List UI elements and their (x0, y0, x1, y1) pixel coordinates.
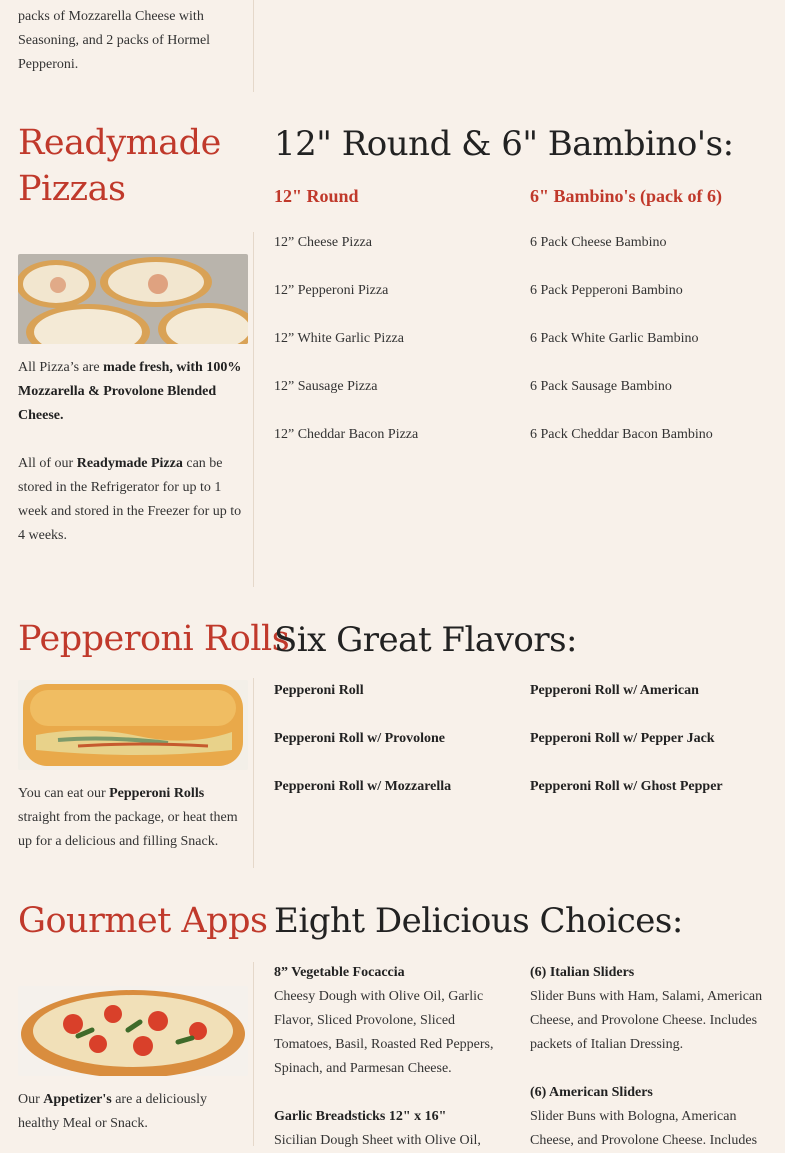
readymade-title-line1: Readymade (18, 123, 221, 163)
app-item-desc: Flavor, Sliced Provolone, Sliced (274, 1013, 456, 1028)
app-item-desc: Cheese, and Provolone Cheese. Includes (530, 1133, 758, 1148)
list-item: 6 Pack White Garlic Bambino (530, 331, 699, 346)
rolls-desc-line1: You can eat our Pepperoni Rolls (18, 786, 205, 801)
list-item: Pepperoni Roll (274, 683, 364, 698)
rolls-desc-line2: straight from the package, or heat them (18, 810, 238, 825)
readymade-right-title: 12" Round & 6" Bambino's: (274, 124, 734, 164)
app-item-desc: Slider Buns with Ham, Salami, American (530, 989, 763, 1004)
app-item-desc: Sicilian Dough Sheet with Olive Oil, (274, 1133, 481, 1148)
apps-right-title: Eight Delicious Choices: (274, 901, 683, 941)
rolls-desc-line3: up for a delicious and filling Snack. (18, 834, 219, 849)
top-text-line3: Pepperoni. (18, 57, 79, 72)
column-divider (253, 962, 254, 1146)
list-item: Pepperoni Roll w/ Provolone (274, 731, 445, 746)
top-text-line2: Seasoning, and 2 packs of Hormel (18, 33, 211, 48)
app-item-desc: Spinach, and Parmesan Cheese. (274, 1061, 452, 1076)
apps-desc-line1: Our Appetizer's are a deliciously (18, 1092, 207, 1107)
list-item: 6 Pack Pepperoni Bambino (530, 283, 683, 298)
app-item-name: Garlic Breadsticks 12" x 16" (274, 1109, 447, 1124)
readymade-desc1-line3: Cheese. (18, 408, 64, 423)
pepperoni-roll-photo (18, 680, 248, 770)
app-item-desc: packets of Italian Dressing. (530, 1037, 684, 1052)
list-item: 6 Pack Cheddar Bacon Bambino (530, 427, 713, 442)
list-item: Pepperoni Roll w/ Mozzarella (274, 779, 452, 794)
list-item: Pepperoni Roll w/ Ghost Pepper (530, 779, 723, 794)
app-item-name: (6) American Sliders (530, 1085, 653, 1100)
list-item: 6 Pack Cheese Bambino (530, 235, 667, 250)
readymade-desc2-line2: stored in the Refrigerator for up to 1 (18, 480, 222, 495)
list-item: 12” Cheese Pizza (274, 235, 372, 250)
app-item-name: (6) Italian Sliders (530, 965, 635, 980)
col1-heading: 12" Round (274, 186, 359, 206)
readymade-desc1-line1: All Pizza’s are made fresh, with 100% (18, 360, 242, 375)
list-item: 12” Pepperoni Pizza (274, 283, 389, 298)
list-item: Pepperoni Roll w/ American (530, 683, 699, 698)
rolls-right-title: Six Great Flavors: (274, 620, 577, 660)
rolls-title: Pepperoni Rolls (18, 619, 290, 659)
app-item-name: 8” Vegetable Focaccia (274, 965, 405, 980)
readymade-desc1-line2: Mozzarella & Provolone Blended (18, 384, 217, 399)
app-item-desc: Cheese, and Provolone Cheese. Includes (530, 1013, 758, 1028)
list-item: 12” Cheddar Bacon Pizza (274, 427, 419, 442)
gourmet-app-photo (18, 986, 248, 1076)
col2-heading: 6" Bambino's (pack of 6) (530, 186, 723, 206)
readymade-desc2-line4: 4 weeks. (18, 528, 67, 543)
app-item-desc: Tomatoes, Basil, Roasted Red Peppers, (274, 1037, 494, 1052)
list-item: 12” Sausage Pizza (274, 379, 378, 394)
apps-desc-line2: healthy Meal or Snack. (18, 1116, 148, 1131)
list-item: Pepperoni Roll w/ Pepper Jack (530, 731, 715, 746)
readymade-desc2-line3: week and stored in the Freezer for up to (18, 504, 242, 519)
readymade-desc2-line1: All of our Readymade Pizza can be (18, 456, 223, 471)
apps-title: Gourmet Apps (18, 901, 268, 941)
app-item-desc: Cheesy Dough with Olive Oil, Garlic (274, 989, 484, 1004)
column-divider (253, 0, 254, 92)
top-text-line1: packs of Mozzarella Cheese with (18, 9, 204, 24)
app-item-desc: Slider Buns with Bologna, American (530, 1109, 737, 1124)
list-item: 12” White Garlic Pizza (274, 331, 404, 346)
list-item: 6 Pack Sausage Bambino (530, 379, 672, 394)
column-divider (253, 678, 254, 868)
readymade-pizza-photo (18, 254, 248, 344)
column-divider (253, 232, 254, 587)
readymade-title-line2: Pizzas (18, 169, 126, 209)
